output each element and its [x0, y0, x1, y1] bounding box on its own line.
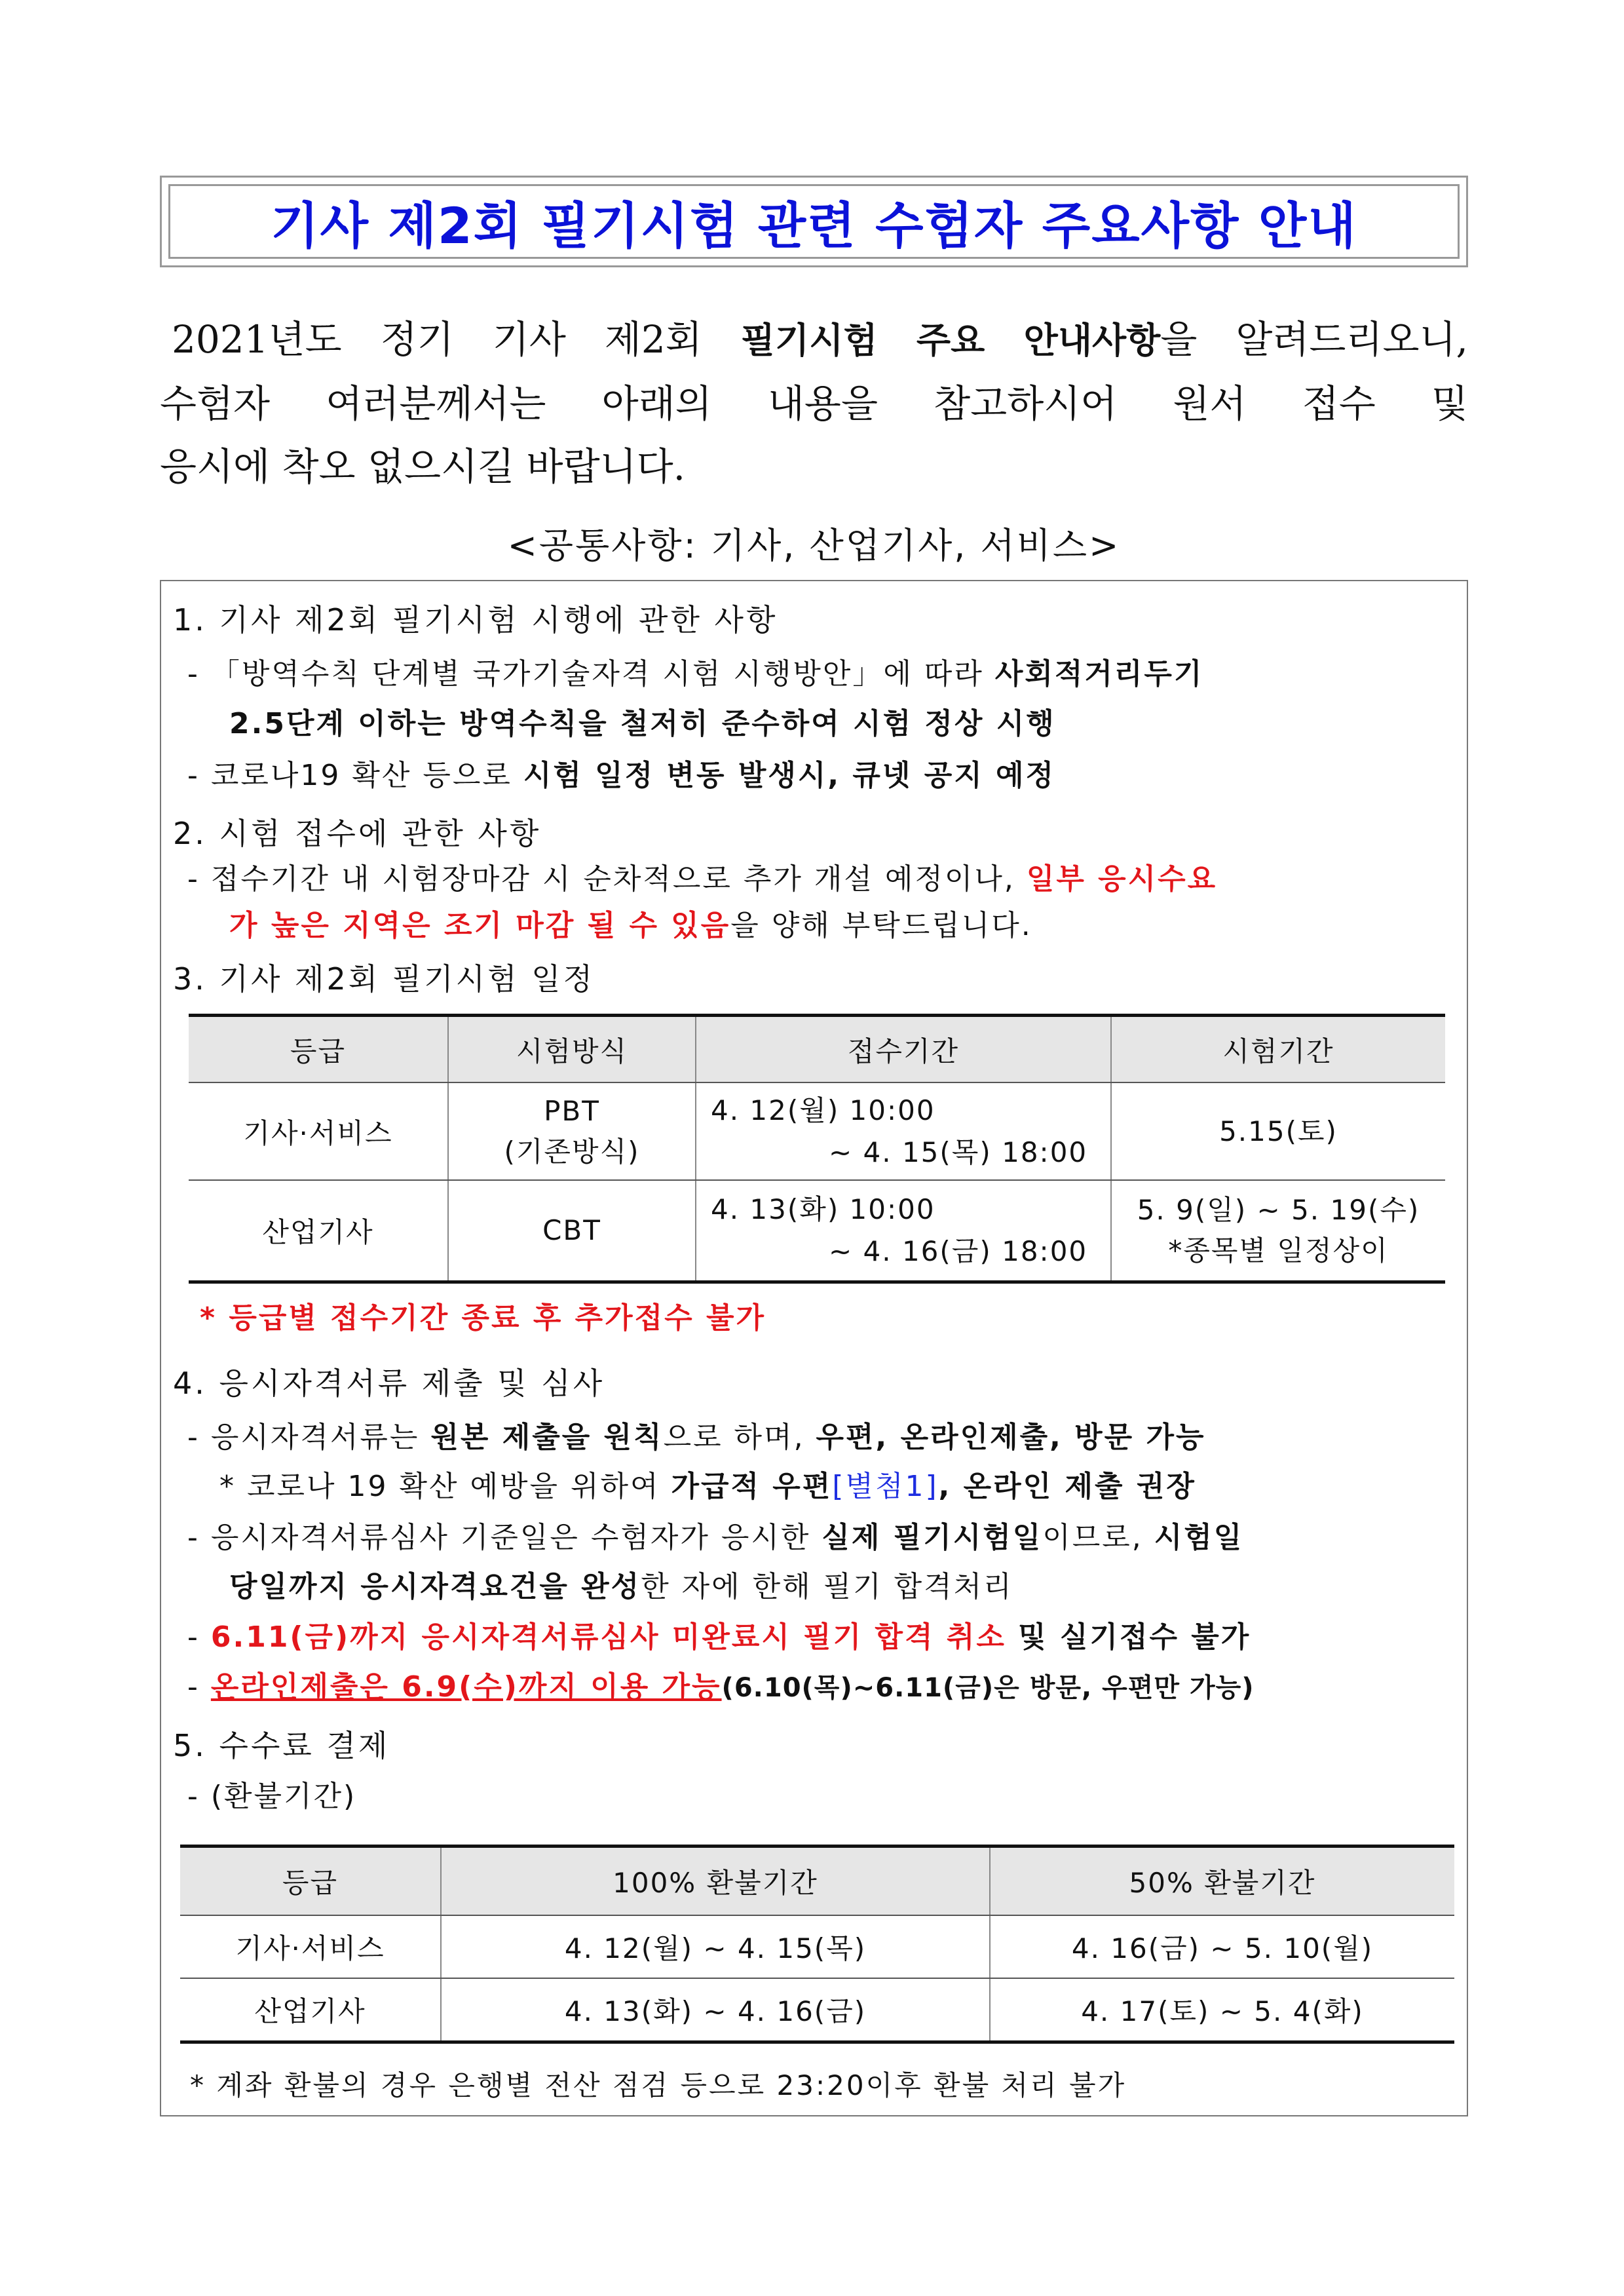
- section-2-heading: 2. 시험 접수에 관한 사항: [173, 816, 542, 851]
- bullet-text: - 「방역수칙 단계별 국가기술자격 시험 시행방안」에 따라: [187, 657, 995, 691]
- section-1-bullet-1-cont: 2.5단계 이하는 방역수칙을 철저히 준수하여 시험 정상 시행: [229, 707, 1056, 740]
- table-header-row: [189, 1016, 1445, 1083]
- bullet-emphasis: 우편, 온라인제출, 방문 가능: [816, 1421, 1206, 1454]
- refund-note: * 계좌 환불의 경우 은행별 전산 점검 등으로 23:20이후 환불 처리 불가: [190, 2069, 1127, 2101]
- section-2-bullet-1-cont: [229, 902, 1032, 944]
- note-text: * 코로나 19 확산 예방을 위하여: [219, 1470, 671, 1503]
- bullet-text: - 접수기간 내 시험장마감 시 순차적으로 추가 개설 예정이나,: [187, 862, 1027, 896]
- intro-line-2: 수험자 여러분께서는 아래의 내용을 참고하시어 원서 접수 및: [160, 381, 1468, 426]
- intro-line-1: [160, 308, 1468, 372]
- table-header-row: [180, 1846, 1454, 1916]
- col-header-full-refund: 100% 환불기간: [441, 1846, 990, 1916]
- table-row: [189, 1082, 1445, 1180]
- title-box: [160, 176, 1468, 267]
- cell-grade: 산업기사: [180, 1978, 441, 2042]
- section-1-heading: 1. 기사 제2회 필기시험 시행에 관한 사항: [173, 602, 778, 638]
- note-emphasis: , 온라인 제출 권장: [938, 1470, 1196, 1503]
- col-header-grade: 등급: [189, 1016, 448, 1083]
- intro-highlight: 필기시험 주요 안내사항: [740, 320, 1161, 361]
- bullet-dash: -: [187, 1620, 211, 1654]
- section-4-bullet-1: [187, 1413, 1205, 1455]
- bullet-text: - 코로나19 확산 등으로: [187, 759, 523, 792]
- section-4-heading: 4. 응시자격서류 제출 및 심사: [173, 1366, 605, 1401]
- bullet-emphasis: 실제 필기시험일: [821, 1521, 1043, 1554]
- exam-date: 5.15(토): [1219, 1115, 1338, 1147]
- cell-method: [448, 1180, 696, 1282]
- common-subtitle: <공통사항: 기사, 산업기사, 서비스>: [507, 525, 1121, 566]
- bullet-text: - 응시자격서류는: [187, 1421, 431, 1454]
- registration-note: * 등급별 접수기간 종료 후 추가접수 불가: [200, 1301, 766, 1335]
- intro-paragraph: [160, 308, 1468, 498]
- col-header-exam-period: 시험기간: [1111, 1016, 1445, 1083]
- method-name: PBT: [544, 1094, 600, 1127]
- section-4-bullet-2-cont: [229, 1563, 1013, 1605]
- bullet-text: 으로 하며,: [663, 1421, 816, 1454]
- cell-grade: 산업기사: [189, 1180, 448, 1282]
- bullet-emphasis: 사회적거리두기: [994, 657, 1204, 691]
- reg-end: ~ 4. 16(금) 18:00: [829, 1235, 1088, 1267]
- bullet-dash: -: [187, 1670, 211, 1704]
- cell-registration: [696, 1180, 1111, 1282]
- exam-note: *종목별 일정상이: [1168, 1234, 1389, 1267]
- cell-method: [448, 1082, 696, 1180]
- bullet-text: 을 양해 부탁드립니다.: [730, 909, 1032, 942]
- refund-table: [180, 1845, 1454, 2044]
- bullet-alert: 온라인제출은 6.9(수)까지 이용 가능: [210, 1670, 722, 1704]
- cell-half-refund: 4. 16(금) ~ 5. 10(월): [990, 1915, 1454, 1978]
- bullet-aside: (6.10(목)~6.11(금)은 방문, 우편만 가능): [721, 1673, 1255, 1703]
- section-4-bullet-2: [187, 1514, 1243, 1556]
- bullet-emphasis: 시험 일정 변동 발생시, 큐넷 공지 예정: [523, 759, 1056, 792]
- reg-start: 4. 13(화) 10:00: [711, 1193, 935, 1225]
- table-row: [189, 1180, 1445, 1282]
- table-row: [180, 1978, 1454, 2042]
- cell-half-refund: 4. 17(토) ~ 5. 4(화): [990, 1978, 1454, 2042]
- bullet-text: 한 자에 한해 필기 합격처리: [641, 1570, 1013, 1603]
- intro-line-3: 응시에 착오 없으시길 바랍니다.: [160, 444, 686, 489]
- bullet-alert: 6.11(금)까지 응시자격서류심사 미완료시 필기 합격 취소: [210, 1620, 1006, 1654]
- col-header-grade: 등급: [180, 1846, 441, 1916]
- cell-exam-period: [1111, 1082, 1445, 1180]
- section-4-bullet-4: [187, 1663, 1255, 1705]
- section-4-bullet-3: [187, 1613, 1251, 1655]
- page-title: 기사 제2회 필기시험 관련 수험자 주요사항 안내: [271, 196, 1357, 255]
- section-2-bullet-1: [187, 855, 1217, 897]
- note-emphasis: 가급적 우편: [671, 1470, 833, 1503]
- cell-grade: 기사·서비스: [180, 1915, 441, 1978]
- cell-exam-period: [1111, 1180, 1445, 1282]
- intro-text: 을 알려드리오니,: [1160, 317, 1468, 362]
- bullet-alert: 가 높은 지역은 조기 마감 될 수 있음: [229, 909, 731, 942]
- section-1-bullet-2: [187, 752, 1055, 794]
- cell-full-refund: 4. 13(화) ~ 4. 16(금): [441, 1978, 990, 2042]
- reg-end: ~ 4. 15(목) 18:00: [829, 1136, 1088, 1168]
- bullet-emphasis: 원본 제출을 원칙: [430, 1421, 664, 1454]
- intro-text: 2021년도 정기 기사 제2회: [172, 317, 741, 362]
- refund-period-label: - (환불기간): [187, 1780, 357, 1813]
- method-name: CBT: [542, 1214, 601, 1246]
- bullet-emphasis: 당일까지 응시자격요건을 완성: [229, 1570, 641, 1603]
- exam-date: 5. 9(일) ~ 5. 19(수): [1137, 1194, 1420, 1226]
- col-header-half-refund: 50% 환불기간: [990, 1846, 1454, 1916]
- bullet-text: 이므로,: [1042, 1521, 1154, 1554]
- bullet-emphasis: 및 실기접수 불가: [1006, 1620, 1251, 1654]
- attachment-reference: [별첨1]: [832, 1470, 939, 1503]
- section-5-heading: 5. 수수료 결제: [173, 1728, 390, 1763]
- col-header-registration: 접수기간: [696, 1016, 1111, 1083]
- bullet-emphasis: 시험일: [1154, 1521, 1244, 1554]
- bullet-text: - 응시자격서류심사 기준일은 수험자가 응시한: [187, 1521, 822, 1554]
- section-4-bullet-1-note: [219, 1463, 1196, 1504]
- table-row: [180, 1915, 1454, 1978]
- cell-grade: 기사·서비스: [189, 1082, 448, 1180]
- section-3-heading: 3. 기사 제2회 필기시험 일정: [173, 961, 595, 997]
- section-1-bullet-1: [187, 650, 1203, 692]
- exam-schedule-table: [189, 1014, 1445, 1284]
- cell-full-refund: 4. 12(월) ~ 4. 15(목): [441, 1915, 990, 1978]
- col-header-method: 시험방식: [448, 1016, 696, 1083]
- bullet-alert: 일부 응시수요: [1026, 862, 1218, 896]
- reg-start: 4. 12(월) 10:00: [711, 1094, 935, 1126]
- method-note: (기존방식): [504, 1135, 640, 1168]
- cell-registration: [696, 1082, 1111, 1180]
